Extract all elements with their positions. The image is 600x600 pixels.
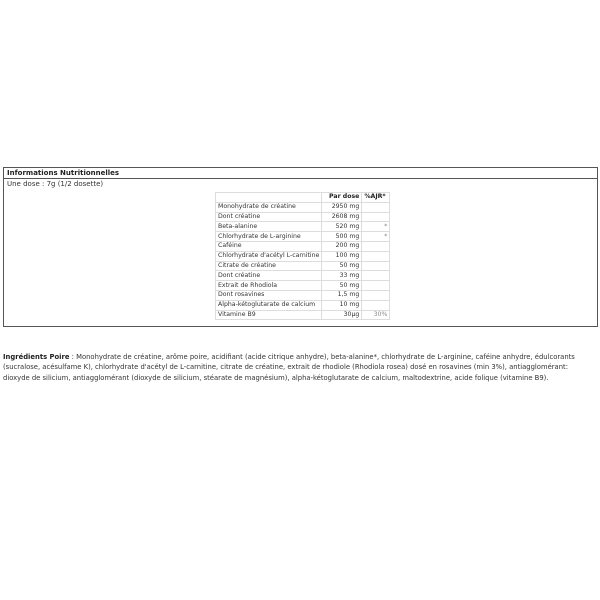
nutrient-dose: 500 mg — [322, 232, 362, 242]
nutrient-name: Monohydrate de créatine — [216, 202, 322, 212]
nutrient-name: Alpha-kétoglutarate de calcium — [216, 300, 322, 310]
table-row — [216, 222, 390, 232]
nutrient-dose: 10 mg — [322, 300, 362, 310]
nutrient-name: Dont rosavines — [216, 290, 322, 300]
nutrient-dose: 200 mg — [322, 241, 362, 251]
table-header-row — [216, 193, 390, 203]
nutrient-dose: 2608 mg — [322, 212, 362, 222]
nutrient-ajr — [362, 261, 390, 271]
ingredients-label: Ingrédients Poire — [3, 353, 70, 361]
nutrient-dose: 50 mg — [322, 261, 362, 271]
nutrient-dose: 1,5 mg — [322, 290, 362, 300]
nutrient-name: Extrait de Rhodiola — [216, 281, 322, 291]
table-row — [216, 261, 390, 271]
nutrient-name: Chlorhydrate de L-arginine — [216, 232, 322, 242]
panel-title: Informations Nutritionnelles — [7, 169, 120, 177]
serving-size: Une dose : 7g (1/2 dosette) — [7, 180, 104, 188]
header-name — [216, 193, 322, 203]
header-ajr: %AJR* — [362, 193, 390, 203]
table-row — [216, 300, 390, 310]
table-row — [216, 290, 390, 300]
nutrition-table — [215, 192, 390, 320]
nutrient-ajr — [362, 281, 390, 291]
nutrient-dose: 520 mg — [322, 222, 362, 232]
table-row — [216, 212, 390, 222]
nutrient-name: Dont créatine — [216, 212, 322, 222]
table-row — [216, 281, 390, 291]
nutrient-dose: 2950 mg — [322, 202, 362, 212]
panel-divider — [4, 178, 597, 179]
nutrient-name: Caféine — [216, 241, 322, 251]
nutrient-name: Dont créatine — [216, 271, 322, 281]
nutrition-panel — [3, 167, 598, 327]
table-row — [216, 271, 390, 281]
nutrient-ajr — [362, 241, 390, 251]
nutrient-dose: 33 mg — [322, 271, 362, 281]
nutrient-name: Vitamine B9 — [216, 310, 322, 320]
table-row — [216, 232, 390, 242]
table-row — [216, 202, 390, 212]
nutrient-ajr: * — [362, 232, 390, 242]
nutrient-ajr — [362, 300, 390, 310]
nutrient-ajr — [362, 290, 390, 300]
ingredients-list: : Monohydrate de créatine, arôme poire, acidifiant (acide citrique anhydre), beta-alanine*, chlorhydrate de L-arginine, caféine anhydre, édulcorants (sucralose, acésulfame K), chlorhydrate d'acétyl de L-carnitine, citrate de créatine, extrait de rhodiole (Rhodiola rosea) dosé en rosavines (min 3%), antiagglomérant: dioxyde de silicium, antiagglomérant (dioxyde de silicium, stéarate de magnésium), alpha-kétoglutarate de calcium, maltodextrine, acide folique (vitamine B9). — [3, 353, 575, 382]
nutrient-dose: 50 mg — [322, 281, 362, 291]
nutrient-ajr — [362, 212, 390, 222]
nutrient-dose: 30µg — [322, 310, 362, 320]
ingredients-text — [3, 352, 595, 383]
nutrient-ajr: * — [362, 222, 390, 232]
table-row — [216, 251, 390, 261]
nutrient-ajr: 30% — [362, 310, 390, 320]
nutrient-name: Citrate de créatine — [216, 261, 322, 271]
nutrient-ajr — [362, 251, 390, 261]
nutrient-name: Chlorhydrate d'acétyl L-carnitine — [216, 251, 322, 261]
table-row — [216, 241, 390, 251]
header-per-dose: Par dose — [322, 193, 362, 203]
nutrient-dose: 100 mg — [322, 251, 362, 261]
nutrient-ajr — [362, 202, 390, 212]
nutrient-ajr — [362, 271, 390, 281]
nutrient-name: Beta-alanine — [216, 222, 322, 232]
table-row — [216, 310, 390, 320]
